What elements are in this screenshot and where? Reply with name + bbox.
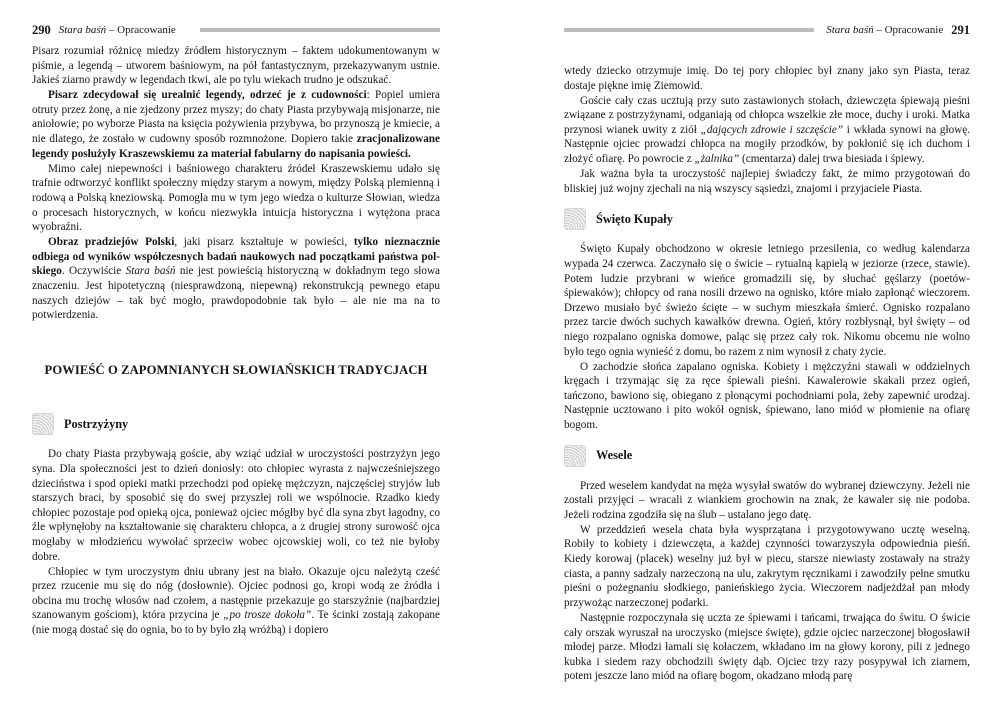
left-body-text xyxy=(32,44,440,638)
section-heading-swieto-kupaly xyxy=(564,206,970,232)
right-page xyxy=(500,0,1000,712)
paragraph: Przed weselem kandydat na męża wysyłał swatów do wybranej dziewczyny. Jeżeli nie zostali przyjęci – wracali z wiankiem grochowin na znak, że kawaler się nie podoba. Jeżeli rodzina zgodziła się na ślub – ustalano jego datę. xyxy=(564,479,970,521)
fingerprint-icon xyxy=(32,413,54,435)
running-head xyxy=(564,22,970,38)
section-title: Wesele xyxy=(596,448,633,463)
paragraph: Jak ważna była ta uroczystość najlepiej świadczy fakt, że mimo przygotowań do bliskiej już wojny zjechali na nią wszyscy sąsiedzi, znajomi i przyjaciele Piasta. xyxy=(564,168,970,195)
fingerprint-icon xyxy=(564,208,586,230)
paragraph: Następnie rozpoczynała się uczta ze śpiewami i tańcami, trwająca do świtu. O świcie cały orszak wyruszał na uroczysko (miejsce święte), gdzie ojciec narzeczonej błogosławił młodej parze. Młodzi łamali się kołaczem, wkładano im na głowy korony, pili z jednego kubka i siedem razy obchodzili święty dąb. Ojciec trzy razy posypywał ich ziarnem, potem jeszcze lano miód na ofiarę bogom, okadzano młodą parę xyxy=(564,611,970,683)
paragraph: O zachodzie słońca zapalano ogniska. Kobiety i mężczyźni stawali w oddzielnych kręgach i trzymając się za ręce śpiewali pieśni. Kawalerowie skakali przez ogień, tańczono, bawiono się, obiegano z płonącymi pochodniami pola, żeby zapewnić urodzaj. Następnie ucztowano i pito wokół ognisk, śpiewano, lano miód w płomienie na ofiarę bogom. xyxy=(564,360,970,431)
paragraph: Goście cały czas ucztują przy suto zastawionych stołach, dziewczęta śpiewają pieśni związane z postrzyżynami, odganiają od chłopca wszelkie złe moce, duchy i uroki. Matka przynosi wianek uwity z ziół „dających zdrowie i szczęście” i wkłada synowi na głowę. Następnie ojciec prowadzi chłopca na mogiły przodków, by pokłonić się ich duchom i złożyć ofiarę. Po powrocie z „żalnika” (cmentarza) dalej trwa biesiada i śpiewy. xyxy=(564,94,971,166)
running-head-title: Stara baśń – Opracowanie xyxy=(58,24,176,36)
page-number: 290 xyxy=(32,22,51,37)
chapter-title: POWIEŚĆ O ZAPOMNIANYCH SŁOWIAŃSKICH TRADYCJACH xyxy=(44,362,428,377)
running-head-rule xyxy=(564,28,814,32)
running-head-title: Stara baśń – Opracowanie xyxy=(826,24,944,36)
paragraph: Mimo całej niepewności i baśniowego charakteru źródeł Kraszewskiemu udało się trafnie odtworzyć konflikt społeczny między starym a nowym, między Polską plemienną i rodową a Polską kneziowską. Pomogła mu w tym jego wiedza o kulturze Słowian, wiedza o procesach historycznych, w końcu niezwykła intuicja historyczna i wytężona praca wyobraźni. xyxy=(32,162,440,234)
section-title: Postrzyżyny xyxy=(64,417,129,432)
paragraph: Pisarz zdecydował się urealnić legendy, odrzeć je z cudowności: Popiel umiera otruty przez żonę, a nie zjedzony przez myszy; do chaty Piasta przybywają misjonarze, nie aniołowie; po wyborze Piasta na księcia pożywienia przybywa, bo przynoszą je kmiecie, a nie dlatego, że zostało w cudowny sposób rozmnożone. Dopiero takie zracjonalizowane legendy posłużyły Kraszewskiemu za materiał fabularny do napisania powieści. xyxy=(32,89,440,160)
section-heading-wesele xyxy=(564,443,970,469)
paragraph: Chłopiec w tym uroczystym dniu ubrany jest na biało. Okazuje ojcu należytą cześć przez rzucenie mu się do nóg (dosłownie). Ojciec podnosi go, kropi wodą ze źródła i obcina mu trochę włosów nad czołem, a następnie przekazuje go starszyźnie (najbardziej szanowanym gościom), która przycina je „po trosze dokoła”. Te ścinki zostają zakopane (nie mogą dostać się do ognia, bo to by było złą wróżbą) i dopiero xyxy=(32,565,440,636)
page-number: 291 xyxy=(951,22,970,37)
running-head-rule xyxy=(200,28,440,32)
paragraph: Obraz pradziejów Polski, jaki pisarz kształtuje w powieści, tylko nieznacznie odbiega od wyników współczesnych badań naukowych nad początkami państwa polskiego. Oczywiście Stara baśń nie jest powieścią historyczną w dokładnym tego słowa znaczeniu. Jest hipotetyczną (niesprawdzoną, niepewną) rekonstrukcją pewnego etapu naszych dziejów – tak być mogło, prawdopodobnie tak było – ale nie ma na to potwierdzenia. xyxy=(32,236,440,322)
running-head xyxy=(32,22,440,38)
right-body-text xyxy=(564,64,970,684)
section-title: Święto Kupały xyxy=(596,212,673,227)
paragraph: Do chaty Piasta przybywają goście, aby wziąć udział w uroczystości postrzyżyn jego syna. Dla społeczności jest to dzień doniosły: oto chłopiec wyrasta z najwcześniejszego dzieciństwa i spod opieki matki przechodzi pod opiekę mężczyzn, najczęściej stryjów lub starszych braci, by sposobić się do swej przyszłej roli we wspólnocie. Rzadko kiedy chłopiec pozostaje pod opieką ojca, ponieważ ojciec mógłby być dla syna zbyt łagodny, co źle wpłynęłoby na kształtowanie się charakteru chłopca, a z drugiej strony surowość ojca mogłaby w młodzieńcu wywołać sprzeciw wobec ojcowskiej woli, co też nie byłoby dobre. xyxy=(32,448,440,563)
section-heading-postrzyzyny xyxy=(32,411,440,437)
paragraph: W przeddzień wesela chata była wysprzątana i przygotowywano ucztę weselną. Robiły to kobiety i dziewczęta, a każdej czynności towarzyszyła odpowiednia pieśń. Kiedy korowaj (placek) weselny już był w piecu, starsze niewiasty zostawały na straży ciasta, a panny sadzały narzeczoną na ulu, zakrytym ręcznikami i zawodziły pełne smutku pieśni o pożegnaniu słodkiego, panieńskiego życia. Wieczorem nadjeżdżał pan młody przywożąc narzeczonej podarki. xyxy=(564,523,970,609)
paragraph: Święto Kupały obchodzono w okresie letniego przesilenia, co według kalendarza wypada 24 czerwca. Zaczynało się o świcie – rytualną kąpielą w jeziorze (rzece, stawie). Potem ludzie przybrani w wieńce gromadzili się, by słuchać gęślarzy (poetów-śpiewaków); chłopcy od rana nosili drzewo na ognisko, które miało zapłonąć wieczorem. Drzewo musiało być świeżo ścięte – w suchym mieszkała śmierć. Ognisko rozpalano przez tarcie dwóch suchych kawałków drewna. Ogień, który rozbłysnął, był święty – od niego rozpalano ogniska domowe, paląc się przez cały rok. Nikomu obcemu nie wolno było tego ognia wynieść z domu, bo razem z nim wynosił z chaty życie. xyxy=(564,243,970,358)
fingerprint-icon xyxy=(564,445,586,467)
paragraph: Pisarz rozumiał różnicę miedzy źródłem historycznym – faktem udokumentowanym w piśmie, a legendą – utworem baśniowym, na pół fantastycznym, przekazywanym ustnie. Jakieś ziarno prawdy w legendach tkwi, ale po tylu wiekach trudno je odszukać. xyxy=(32,45,440,87)
paragraph: wtedy dziecko otrzymuje imię. Do tej pory chłopiec był znany jako syn Piasta, teraz dostaje piękne imię Ziemowid. xyxy=(564,65,970,92)
